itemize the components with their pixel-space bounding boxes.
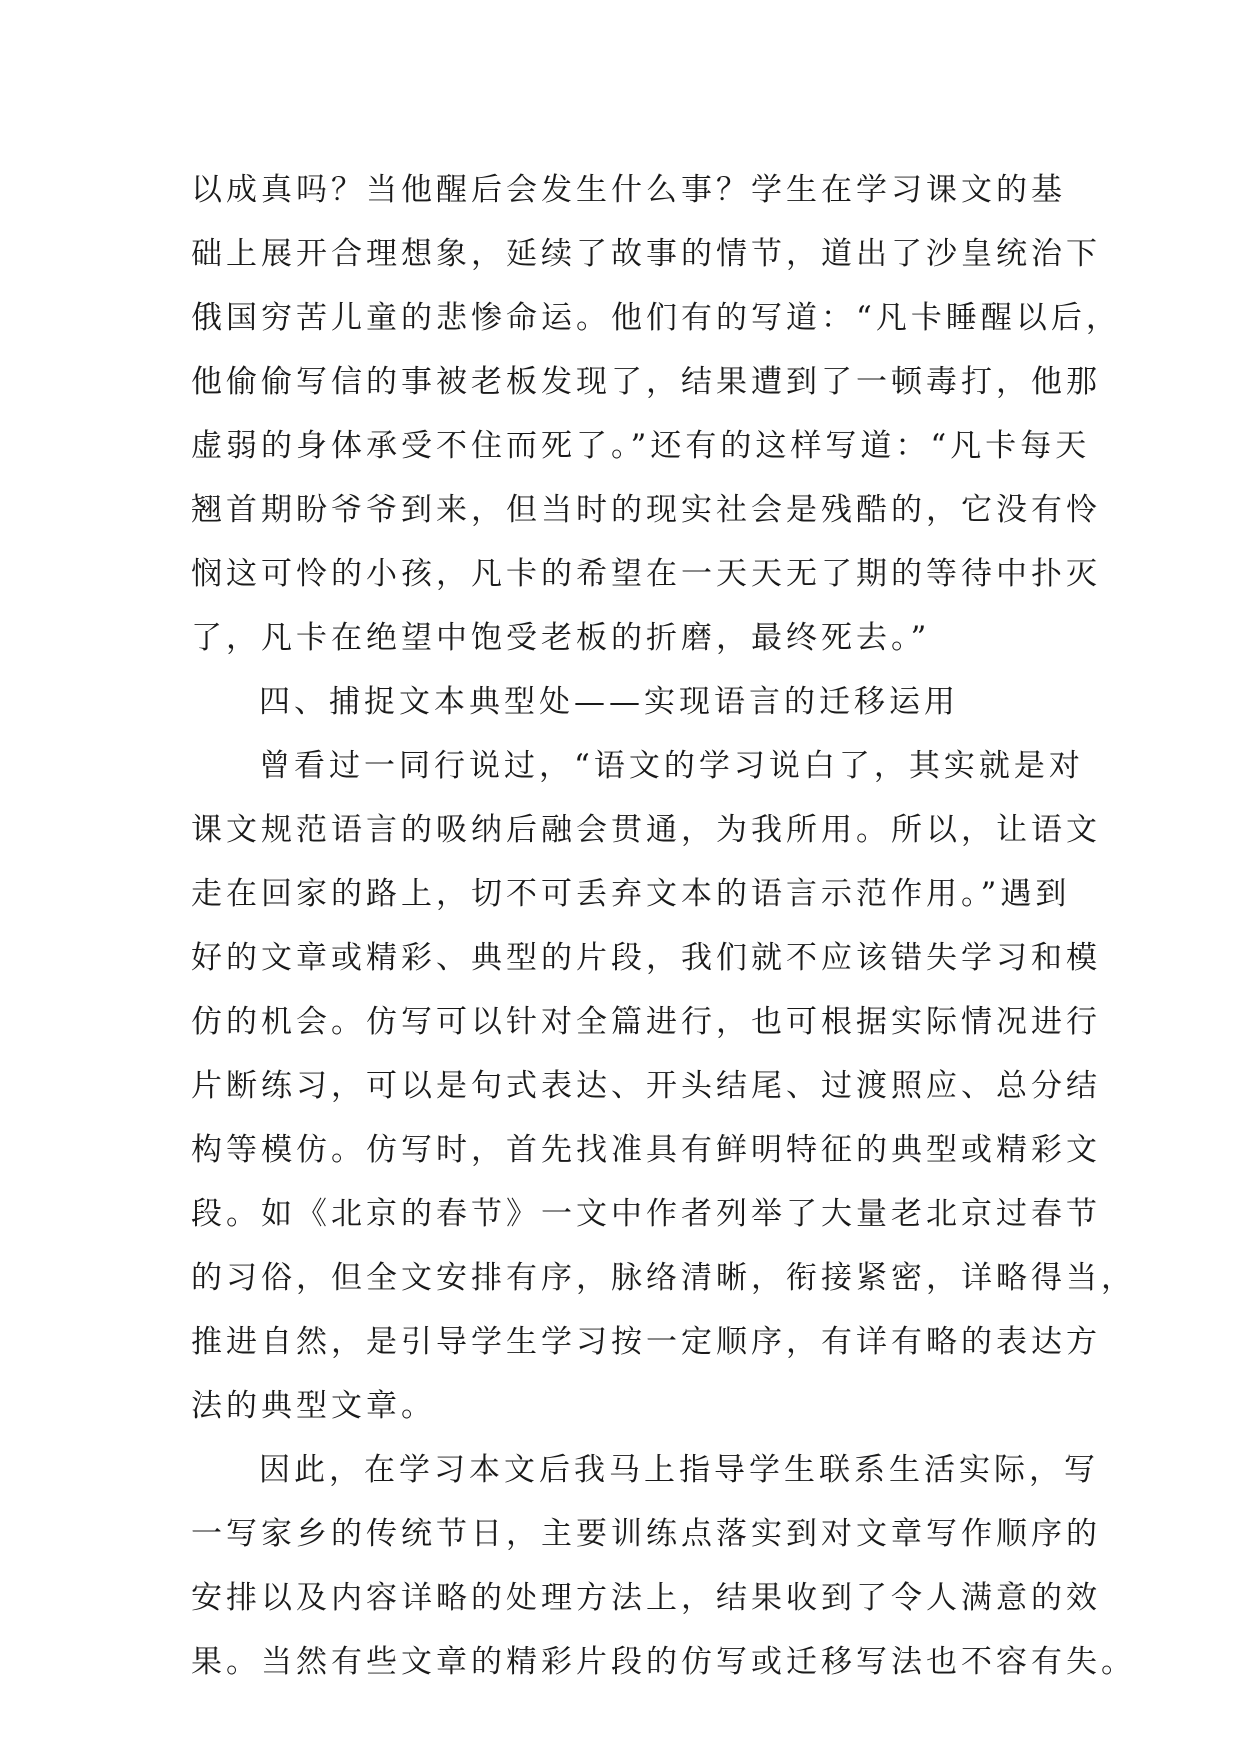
section-heading: 四、捕捉文本典型处——实现语言的迁移运用 (259, 684, 959, 720)
paragraph-first-line: 因此，在学习本文后我马上指导学生联系生活实际，写 (259, 1452, 1099, 1488)
text-line: 虚弱的身体承受不住而死了。”还有的这样写道：“凡卡每天 (191, 428, 1091, 464)
text-line: 以成真吗？当他醒后会发生什么事？学生在学习课文的基 (191, 172, 1066, 208)
text-line: 翘首期盼爷爷到来，但当时的现实社会是残酷的，它没有怜 (191, 492, 1101, 528)
text-line: 课文规范语言的吸纳后融会贯通，为我所用。所以，让语文 (191, 812, 1101, 848)
text-line: 构等模仿。仿写时，首先找准具有鲜明特征的典型或精彩文 (191, 1132, 1101, 1168)
text-line: 推进自然，是引导学生学习按一定顺序，有详有略的表达方 (191, 1324, 1101, 1360)
text-line: 法的典型文章。 (191, 1388, 436, 1424)
text-line: 悯这可怜的小孩，凡卡的希望在一天天无了期的等待中扑灭 (191, 556, 1101, 592)
text-line: 走在回家的路上，切不可丢弃文本的语言示范作用。”遇到 (191, 876, 1071, 912)
body-text (191, 158, 1136, 1694)
text-line: 好的文章或精彩、典型的片段，我们就不应该错失学习和模 (191, 940, 1101, 976)
paragraph-first-line: 曾看过一同行说过，“语文的学习说白了，其实就是对 (259, 748, 1084, 784)
text-line: 他偷偷写信的事被老板发现了，结果遭到了一顿毒打，他那 (191, 364, 1101, 400)
text-line: 一写家乡的传统节日，主要训练点落实到对文章写作顺序的 (191, 1516, 1101, 1552)
text-line: 仿的机会。仿写可以针对全篇进行，也可根据实际情况进行 (191, 1004, 1101, 1040)
text-line: 果。当然有些文章的精彩片段的仿写或迁移写法也不容有失。 (191, 1644, 1136, 1680)
text-line: 片断练习，可以是句式表达、开头结尾、过渡照应、总分结 (191, 1068, 1101, 1104)
text-line: 了，凡卡在绝望中饱受老板的折磨，最终死去。” (191, 620, 931, 656)
text-line: 础上展开合理想象，延续了故事的情节，道出了沙皇统治下 (191, 236, 1101, 272)
text-line: 的习俗，但全文安排有序，脉络清晰，衔接紧密，详略得当， (191, 1260, 1136, 1296)
text-line: 段。如《北京的春节》一文中作者列举了大量老北京过春节 (191, 1196, 1101, 1232)
text-line: 俄国穷苦儿童的悲惨命运。他们有的写道：“凡卡睡醒以后， (191, 300, 1121, 336)
text-line: 安排以及内容详略的处理方法上，结果收到了令人满意的效 (191, 1580, 1101, 1616)
